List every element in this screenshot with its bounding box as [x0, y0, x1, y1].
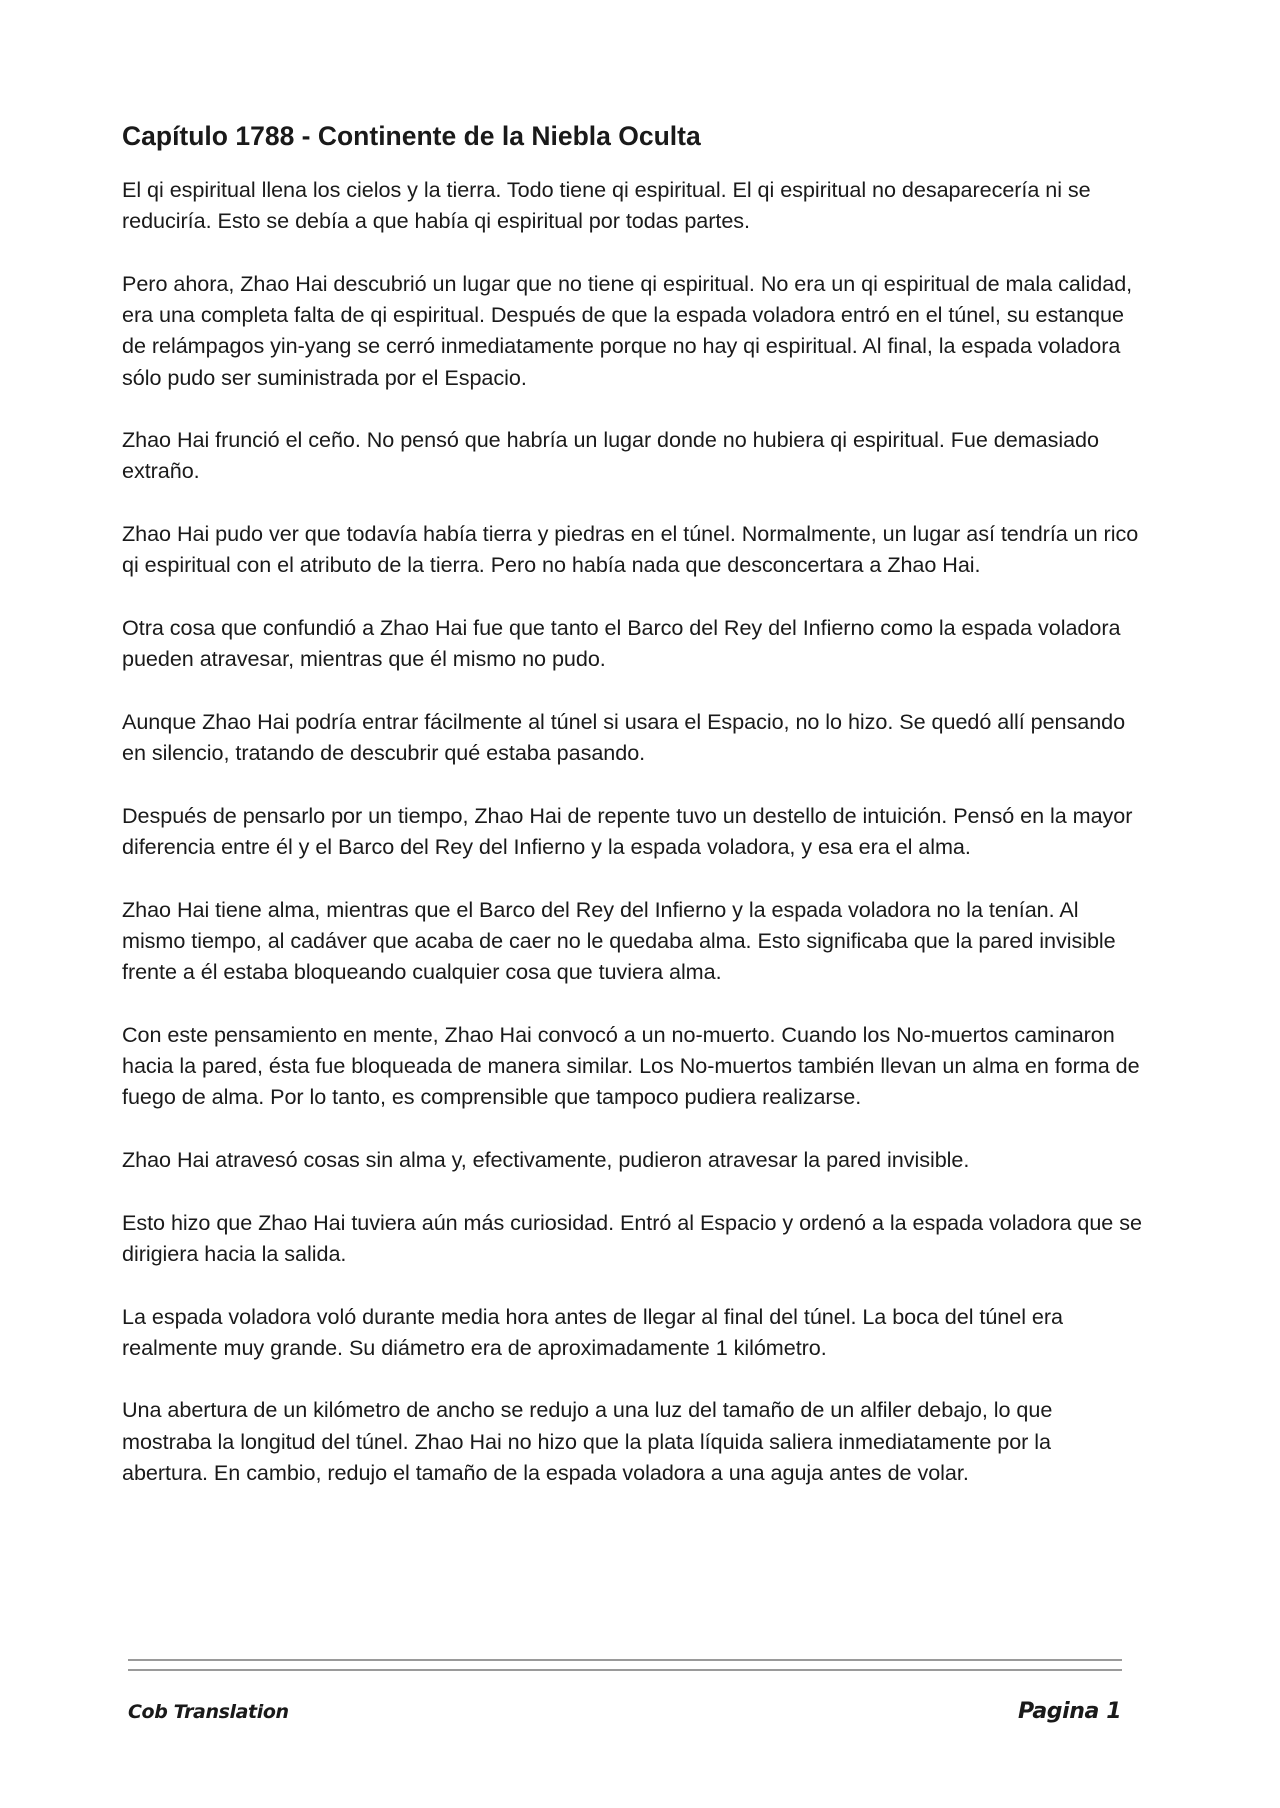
footer-translator-credit: Cob Translation	[128, 1701, 289, 1723]
document-body	[122, 118, 1142, 1520]
footer-divider	[128, 1669, 1122, 1671]
paragraph: Aunque Zhao Hai podría entrar fácilmente al túnel si usara el Espacio, no lo hizo. Se quedó allí pensando en silencio, tratando de descubrir qué estaba pasando.	[122, 708, 1126, 766]
paragraph: Esto hizo que Zhao Hai tuviera aún más curiosidad. Entró al Espacio y ordenó a la espada voladora que se dirigiera hacia la salida.	[122, 1209, 1142, 1266]
paragraph: Otra cosa que confundió a Zhao Hai fue que tanto el Barco del Rey del Infierno como la espada voladora pueden atravesar, mientras que él mismo no pudo.	[122, 615, 1121, 672]
paragraph: Zhao Hai tiene alma, mientras que el Barco del Rey del Infierno y la espada voladora no la tenían. Al mismo tiempo, al cadáver que acaba de caer no le quedaba alma. Esto significaba que la pared invisible frente a él estaba bloqueando cualquier cosa que tuviera alma.	[122, 896, 1116, 985]
paragraph: La espada voladora voló durante media hora antes de llegar al final del túnel. La boca del túnel era realmente muy grande. Su diámetro era de aproximadamente 1 kilómetro.	[122, 1303, 1063, 1360]
paragraph: El qi espiritual llena los cielos y la tierra. Todo tiene qi espiritual. El qi espiritual no desaparecería ni se reduciría. Esto se debía a que había qi espiritual por todas partes.	[122, 177, 1091, 234]
paragraph: Después de pensarlo por un tiempo, Zhao Hai de repente tuvo un destello de intuición. Pensó en la mayor diferencia entre él y el Barco del Rey del Infierno y la espada voladora, y esa era el alma.	[122, 802, 1133, 860]
paragraph: Pero ahora, Zhao Hai descubrió un lugar que no tiene qi espiritual. No era un qi espiritual de mala calidad, era una completa falta de qi espiritual. Después de que la espada voladora entró en el túnel, su estanque de relámpagos yin-yang se cerró inmediatamente porque no hay qi espiritual. Al final, la espada voladora sólo pudo ser suministrada por el Espacio.	[122, 270, 1133, 390]
footer-divider	[128, 1659, 1122, 1661]
paragraph: Una abertura de un kilómetro de ancho se redujo a una luz del tamaño de un alfiler debajo, lo que mostraba la longitud del túnel. Zhao Hai no hizo que la plata líquida saliera inmediatamente por la abertura. En cambio, redujo el tamaño de la espada voladora a una aguja antes de volar.	[122, 1397, 1053, 1485]
paragraph: Zhao Hai pudo ver que todavía había tierra y piedras en el túnel. Normalmente, un lugar así tendría un rico qi espiritual con el atributo de la tierra. Pero no había nada que desconcertara a Zhao Hai.	[122, 521, 1139, 578]
paragraph: Zhao Hai atravesó cosas sin alma y, efectivamente, pudieron atravesar la pared invisible.	[122, 1146, 970, 1172]
chapter-title: Capítulo 1788 - Continente de la Niebla Oculta	[122, 121, 701, 151]
paragraph: Con este pensamiento en mente, Zhao Hai convocó a un no-muerto. Cuando los No-muertos caminaron hacia la pared, ésta fue bloqueada de manera similar. Los No-muertos también llevan un alma en forma de fuego de alma. Por lo tanto, es comprensible que tampoco pudiera realizarse.	[122, 1021, 1140, 1110]
paragraph: Zhao Hai frunció el ceño. No pensó que habría un lugar donde no hubiera qi espiritual. Fue demasiado extraño.	[122, 427, 1099, 484]
footer-page-number: Pagina 1	[1018, 1699, 1122, 1724]
